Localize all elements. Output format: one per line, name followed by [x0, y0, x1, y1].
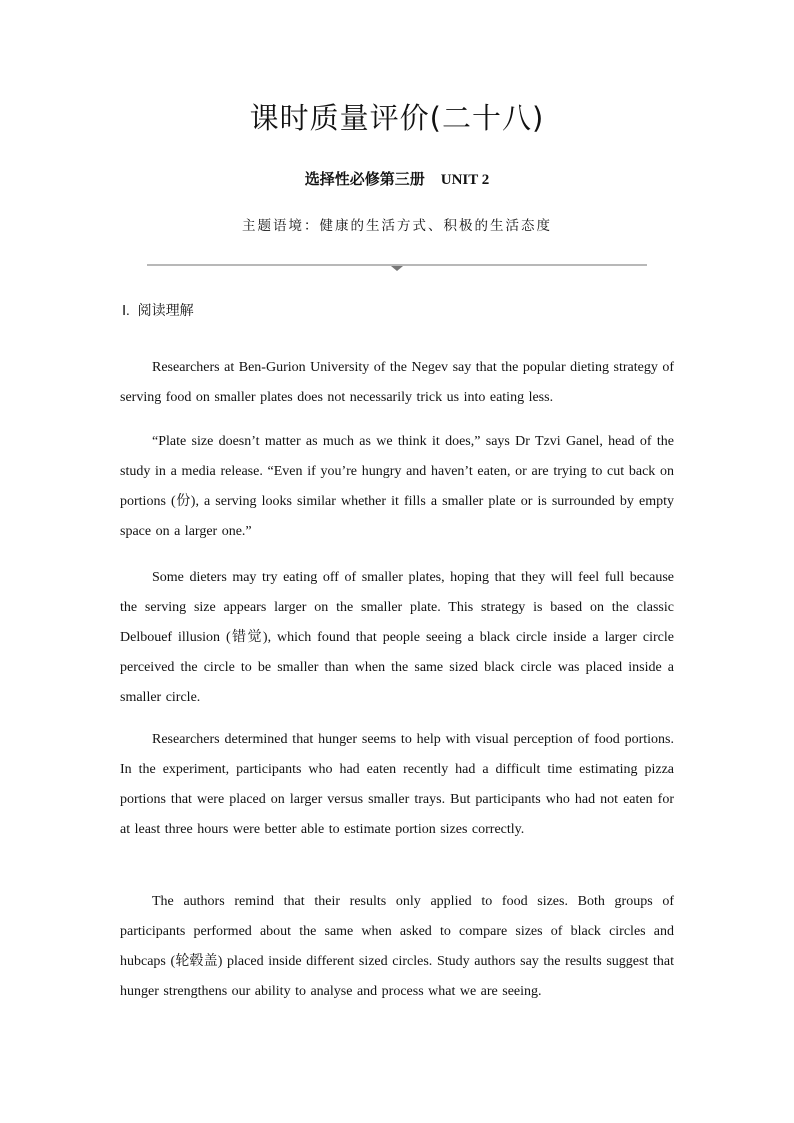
reading-paragraph-3: Some dieters may try eating off of smaller plates, hoping that they will feel full because the serving size appears larger on the smaller plate. This strategy is based on the classic Delbouef illusion (错觉), which found that people seeing a black circle inside a larger circle perceived the circle to be smaller than when the same sized black circle was placed inside a smaller circle. [120, 570, 674, 705]
reading-paragraph-5: The authors remind that their results only applied to food sizes. Both groups of participants performed about the same when asked to compare sizes of black circles and hubcaps (轮毂盖) placed inside different sized circles. Study authors say the results suggest that hunger strengthens our ability to analyse and process what we are seeing. [120, 894, 674, 999]
section-title: 阅读理解 [137, 303, 194, 319]
unit-label: UNIT 2 [440, 172, 490, 188]
section-heading [122, 300, 194, 320]
theme-context: 主题语境：健康的生活方式、积极的生活态度 [242, 218, 552, 234]
reading-paragraph-4: Researchers determined that hunger seems to help with visual perception of food portions. In the experiment, participants who had eaten recently had a difficult time estimating pizza portions that were placed on larger versus smaller trays. But participants who had not eaten for at least three hours were better able to estimate portion sizes correctly. [120, 732, 674, 837]
reading-paragraph-1: Researchers at Ben-Gurion University of the Negev say that the popular dieting strategy of serving food on smaller plates does not necessarily trick us into eating less. [120, 360, 674, 405]
divider-arrow-icon [391, 266, 403, 271]
page-subtitle [0, 168, 794, 189]
page-title: 课时质量评价(二十八) [249, 101, 545, 135]
textbook-volume: 选择性必修第三册 [304, 170, 425, 188]
section-number: Ⅰ. [122, 304, 130, 319]
reading-paragraph-2: “Plate size doesn’t matter as much as we think it does,” says Dr Tzvi Ganel, head of the study in a media release. “Even if you’re hungry and haven’t eaten, or are trying to cut back on portions (份), a serving looks similar whether it fills a smaller plate or is surrounded by empty space on a larger one.” [120, 434, 674, 539]
